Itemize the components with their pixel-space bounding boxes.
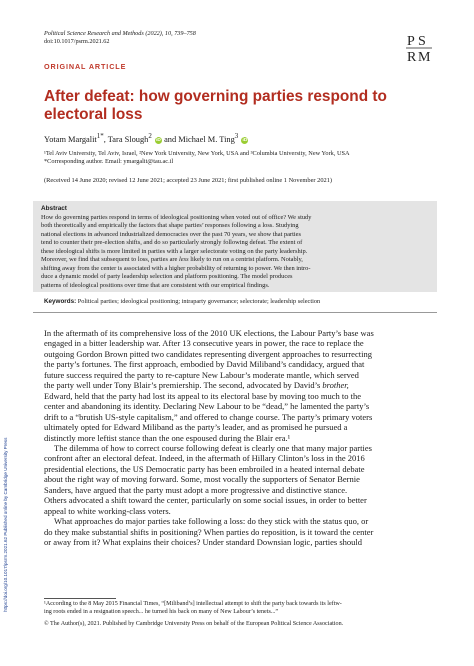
author-name[interactable]: Tara Slough [107,134,149,144]
body-line: Edward, held that the party had lost its appeal to its electoral base by moving too much to the [44,390,362,401]
body-line: Sanders, have argued that the party must adopt a more progressive and distinctive stance. [44,484,348,495]
body-line: the party’s fortunes. The first approach, embodied by David Miliband’s candidacy, argued that [44,359,365,370]
body-line: outgoing Gordon Brown pitted two candidates representing divergent approaches to resurrecting [44,348,372,359]
abstract-emphasis: less [179,256,189,263]
author-affil-sup: 1* [96,132,104,140]
author-name[interactable]: Michael M. Ting [178,134,235,144]
body-line: The dilemma of how to correct course following defeat is clearly one that many major parties [54,442,372,453]
abstract-line: patterns of ideological positions over time that are consistent with our empirical findings. [41,281,270,289]
body-line: Others advocated a shift toward the center, particularly on some social issues, in order to better [44,495,367,506]
footnote [44,601,438,616]
abstract-heading: Abstract [41,205,67,212]
abstract-line: duce a dynamic model of party leadership selection and platform positioning. The model produces [41,273,293,280]
svg-text:R: R [407,50,417,64]
author-list [44,131,248,145]
abstract-line: tend to counter their pre-election shifts, and do so particularly strongly following defeat. The extent of [41,239,303,246]
author-separator: and [161,134,179,144]
article-history: (Received 14 June 2020; revised 12 June 2021; accepted 23 June 2021; first published online 1 November 2021) [44,177,333,184]
body-line: drift to a “brutish US-style capitalism,” and offered to change course. The party’s primary voters [44,411,373,422]
abstract-text-part: Moreover, we find that subsequent to loss, parties are [41,256,179,263]
body-line: distinctly more leftist stance than the one espoused during the Blair era.¹ [44,432,291,443]
body-line: presidential elections, the US Democratic party has been embroiled in a heated internal debate [44,463,365,474]
body-line: do they make substantial shifts in positioning? When parties do reposition, is it toward the center [44,526,374,537]
abstract-box [33,201,437,292]
svg-text:S: S [418,34,426,49]
author-separator: , [103,134,108,144]
journal-citation: Political Science Research and Methods (2022), 10, 739–758 [44,30,196,37]
body-line: ultimately opted for Edward Miliband as the party’s leader, and as promised he pursued a [44,422,348,433]
body-line: about the right way of moving forward. Some, most vocally the supporters of Senator Bernie [44,474,360,485]
abstract-line [41,256,429,265]
body-line: center and abandoning its identity. Declaring New Labour to be “dead,” he lamented the party’s [44,401,370,412]
side-doi-link[interactable]: https://doi.org/10.1017/psrm.2021.62 Published online by Cambridge University Press [3,437,8,612]
psrm-logo [404,30,434,64]
abstract-line: shifting away from the center is associated with a higher probability of returning to power. We then intro- [41,264,311,272]
section-divider [33,312,437,313]
article-title: After defeat: how governing parties respond to electoral loss [44,88,387,123]
footnote-divider [44,598,116,599]
body-line: In the aftermath of its comprehensive loss of the 2010 UK elections, the Labour Party’s base was [44,328,374,338]
orcid-icon[interactable]: iD [242,137,248,143]
svg-text:P: P [407,34,415,49]
corresponding-author[interactable]: *Corresponding author. Email: ymargalit@tau.ac.il [44,158,174,166]
abstract-text-part: likely to run on a centrist platform. Notably, [188,256,303,263]
body-line: appeal to white working-class voters. [44,505,171,516]
affiliation-line: ¹Tel Aviv University, Tel Aviv, Israel, ²New York University, New York, USA and ³Columbia University, New York, USA [44,150,350,157]
body-line: or away from it? What explains their choices? Under standard Downsian logic, parties should [44,537,363,548]
abstract-line: these ideological shifts is more limited in parties with a larger selectorate voting on the party leadership. [41,247,308,255]
body-emphasis: brother, [322,380,349,391]
svg-text:M: M [418,50,431,64]
article-type: ORIGINAL ARTICLE [44,62,127,71]
author-affil-sup: 2 [148,132,152,140]
body-line: future success required the party to re-capture New Labour’s moderate mantle, which served [44,369,359,380]
body-line: confront after an electoral defeat. Indeed, in the aftermath of Hillary Clinton’s loss in the 2016 [44,453,365,464]
abstract-line: both theoretically and empirically the factors that shape parties’ responses following a loss. Studying [41,222,299,229]
affiliations [44,150,444,166]
abstract-text [41,214,429,291]
copyright-notice: © The Author(s), 2021. Published by Cambridge University Press on behalf of the European Political Science Association. [44,621,344,627]
keywords-text: Political parties; ideological positioning; intraparty governance; selectorate; leadership selection [76,298,321,305]
author-name[interactable]: Yotam Margalit [44,134,97,144]
abstract-line: How do governing parties respond in terms of ideological positioning when voted out of office? We study [41,213,312,221]
abstract-line: national elections in advanced industrialized democracies over the past 70 years, we show that parties [41,230,301,238]
keywords-label: Keywords: [44,298,77,305]
author-affil-sup: 3 [234,132,239,140]
body-line: engaged in a bitter leadership war. After 13 consecutive years in power, the race to replace the [44,338,364,349]
footnote-line: ¹According to the 8 May 2015 Financial Times, “[Miliband’s] intellectual attempt to shift the party back towards its leftw- [44,601,342,607]
footnote-line: ing roots ended in a resignation speech... he turned his back on many of New Labour’s tenets...” [44,608,279,615]
body-line: What approaches do major parties take following a loss: do they stick with the status quo, or [54,516,369,527]
body-text [44,328,438,548]
body-line: the party well under Tony Blair’s premiership. The second, advocated by David’s brother, [44,380,349,391]
keywords [44,298,320,306]
doi-line: doi:10.1017/psrm.2021.62 [44,38,110,45]
orcid-icon[interactable]: iD [156,137,161,143]
